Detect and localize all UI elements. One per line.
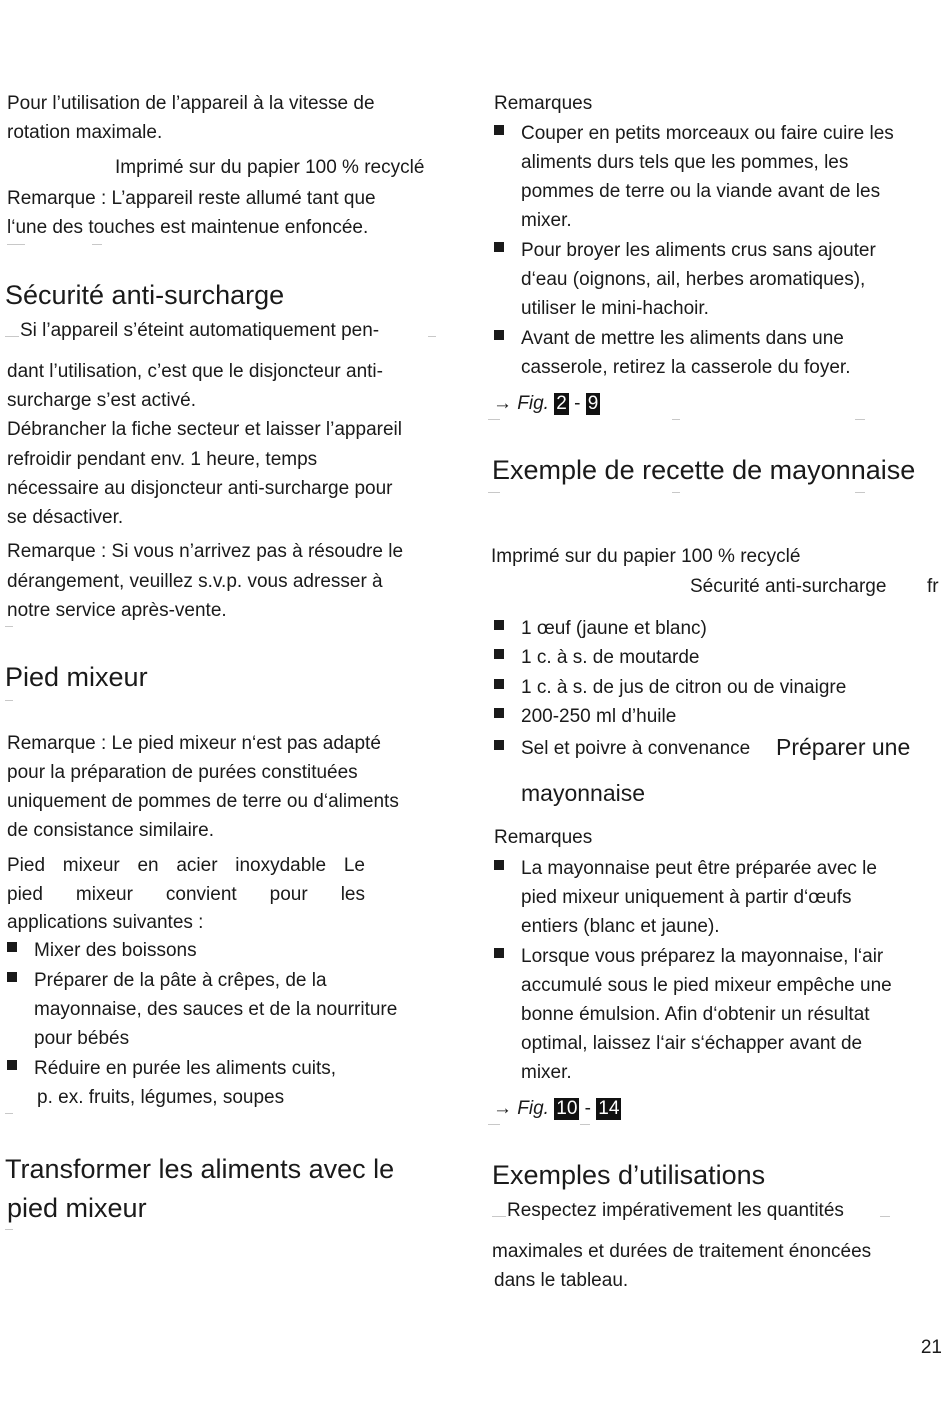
word: convient	[165, 884, 237, 905]
bullet-icon	[494, 125, 504, 135]
overload-body-2: surcharge s’est activé.	[7, 390, 197, 411]
recycled-note-right: Imprimé sur du papier 100 % recyclé	[491, 546, 801, 567]
word: mixeur	[75, 884, 133, 905]
note-1-line-2: l‘une des touches est maintenue enfoncée.	[7, 217, 369, 238]
use-item-3: Réduire en purée les aliments cuits,	[34, 1058, 337, 1079]
overload-body-6: se désactiver.	[7, 507, 124, 528]
page-number: 21	[920, 1337, 942, 1358]
overload-body-3: Débrancher la fiche secteur et laisser l’appareil	[7, 419, 402, 440]
bullet-icon	[494, 649, 504, 659]
ingredient-5: Sel et poivre à convenance	[521, 738, 751, 759]
remark-2-line-1: Pour broyer les aliments crus sans ajouter	[521, 240, 876, 261]
fig-number-start: 10	[556, 1098, 578, 1119]
ingredient-1: 1 œuf (jaune et blanc)	[521, 618, 707, 639]
blender-note-2: pour la préparation de purées constituées	[7, 762, 358, 783]
steel-line-2	[7, 880, 365, 909]
use-item-3-tail: p. ex. fruits, légumes, soupes	[37, 1087, 285, 1108]
intro-line-1: Pour l’utilisation de l’appareil à la vitesse de	[7, 93, 375, 114]
divider	[5, 626, 13, 627]
divider	[7, 244, 25, 245]
word: en	[137, 855, 159, 876]
overload-body-4: refroidir pendant env. 1 heure, temps	[7, 449, 318, 470]
use-item-2-line-2: mayonnaise, des sauces et de la nourriture	[34, 999, 398, 1020]
use-item-1: Mixer des boissons	[34, 940, 197, 961]
bullet-icon	[7, 972, 17, 982]
uses-body-1: maximales et durées de traitement énoncées	[492, 1241, 872, 1262]
word: pied	[7, 884, 43, 905]
remarks-label-1: Remarques	[494, 93, 593, 114]
remark-1-line-1: Couper en petits morceaux ou faire cuire les	[521, 123, 894, 144]
remark-5-line-2: accumulé sous le pied mixeur empêche une	[521, 975, 892, 996]
fig-number-end: 9	[587, 393, 599, 414]
section-title-transform-2: pied mixeur	[7, 1193, 147, 1223]
ingredient-4: 200-250 ml d’huile	[521, 706, 677, 727]
overload-body-1: dant l’utilisation, c’est que le disjoncteur anti-	[7, 361, 383, 382]
remark-1-line-4: mixer.	[521, 210, 572, 231]
word: pour	[269, 884, 308, 905]
divider	[672, 419, 680, 420]
remarks-label-2: Remarques	[494, 827, 593, 848]
bullet-icon	[494, 620, 504, 630]
divider	[5, 336, 19, 337]
uses-lead: Respectez impérativement les quantités	[507, 1200, 844, 1221]
remark-1-line-3: pommes de terre ou la viande avant de les	[521, 181, 881, 202]
divider	[880, 1216, 890, 1217]
overload-note-3: notre service après-vente.	[7, 600, 227, 621]
divider	[428, 336, 436, 337]
blender-note-3: uniquement de pommes de terre ou d‘aliments	[7, 791, 399, 812]
divider	[92, 244, 102, 245]
fig-separator: -	[574, 393, 581, 414]
word: acier	[176, 855, 218, 876]
blender-note-1: Remarque : Le pied mixeur n‘est pas adapté	[7, 733, 381, 754]
subsection-title-prepare-1: Préparer une	[776, 734, 911, 760]
divider	[855, 492, 865, 493]
remark-1-line-2: aliments durs tels que les pommes, les	[521, 152, 849, 173]
figure-ref-1	[493, 389, 600, 418]
blender-note-4: de consistance similaire.	[7, 820, 214, 841]
word: Le	[343, 855, 365, 876]
bullet-icon	[494, 860, 504, 870]
use-item-2-line-3: pour bébés	[34, 1028, 130, 1049]
fig-number-end: 14	[598, 1098, 620, 1119]
bullet-icon	[7, 1060, 17, 1070]
remark-2-line-2: d‘eau (oignons, ail, herbes aromatiques),	[521, 269, 866, 290]
divider	[5, 700, 13, 701]
divider	[5, 1113, 13, 1114]
use-item-2-line-1: Préparer de la pâte à crêpes, de la	[34, 970, 327, 991]
steel-line-1	[7, 851, 365, 880]
word: les	[340, 884, 365, 905]
ingredient-2: 1 c. à s. de moutarde	[521, 647, 700, 668]
section-title-recipe: Exemple de recette de mayonnaise	[492, 455, 916, 485]
running-head: Sécurité anti-surcharge	[690, 576, 887, 597]
remark-3-line-1: Avant de mettre les aliments dans une	[521, 328, 844, 349]
divider	[488, 1124, 500, 1125]
fig-number-start: 2	[556, 393, 567, 414]
divider	[855, 419, 865, 420]
section-title-transform-1: Transformer les aliments avec le	[5, 1154, 395, 1184]
bullet-icon	[494, 679, 504, 689]
recycled-note: Imprimé sur du papier 100 % recyclé	[115, 157, 425, 178]
bullet-icon	[494, 708, 504, 718]
word: inoxydable	[235, 855, 327, 876]
remark-4-line-3: entiers (blanc et jaune).	[521, 916, 720, 937]
arrow-right-icon: →	[493, 1098, 512, 1119]
divider	[5, 1229, 13, 1230]
remark-5-line-1: Lorsque vous préparez la mayonnaise, l‘air	[521, 946, 884, 967]
ingredient-3: 1 c. à s. de jus de citron ou de vinaigre	[521, 677, 847, 698]
remark-5-line-5: mixer.	[521, 1062, 572, 1083]
uses-body-2: dans le tableau.	[494, 1270, 629, 1291]
intro-line-2: rotation maximale.	[7, 122, 163, 143]
remark-5-line-3: bonne émulsion. Afin d‘obtenir un résultat	[521, 1004, 870, 1025]
bullet-icon	[494, 948, 504, 958]
fig-label: Fig.	[517, 1098, 549, 1119]
section-title-overload: Sécurité anti-surcharge	[5, 280, 285, 310]
divider	[672, 492, 680, 493]
section-title-uses: Exemples d’utilisations	[492, 1160, 766, 1190]
overload-lead: Si l’appareil s’éteint automatiquement pen-	[20, 320, 380, 341]
divider	[492, 1216, 506, 1217]
divider	[580, 1124, 590, 1125]
section-title-blender: Pied mixeur	[5, 662, 148, 692]
divider	[488, 492, 500, 493]
word: Pied	[7, 855, 46, 876]
overload-note-2: dérangement, veuillez s.v.p. vous adresser à	[7, 571, 383, 592]
remark-2-line-3: utiliser le mini-hachoir.	[521, 298, 709, 319]
figure-ref-2	[493, 1094, 621, 1123]
steel-line-3: applications suivantes :	[7, 912, 204, 933]
fig-separator: -	[584, 1098, 591, 1119]
overload-body-5: nécessaire au disjoncteur anti-surcharge pour	[7, 478, 393, 499]
bullet-icon	[7, 942, 17, 952]
overload-note-1: Remarque : Si vous n’arrivez pas à résoudre le	[7, 541, 404, 562]
divider	[488, 419, 500, 420]
fig-label: Fig.	[517, 393, 549, 414]
remark-5-line-4: optimal, laissez l‘air s‘échapper avant de	[521, 1033, 863, 1054]
remark-4-line-1: La mayonnaise peut être préparée avec le	[521, 858, 877, 879]
bullet-icon	[494, 330, 504, 340]
bullet-icon	[494, 740, 504, 750]
bullet-icon	[494, 242, 504, 252]
arrow-right-icon: →	[493, 393, 512, 414]
note-1-line-1: Remarque : L’appareil reste allumé tant que	[7, 188, 376, 209]
remark-4-line-2: pied mixeur uniquement à partir d‘œufs	[521, 887, 852, 908]
word: mixeur	[62, 855, 120, 876]
remark-3-line-2: casserole, retirez la casserole du foyer.	[521, 357, 851, 378]
language-tag: fr	[927, 576, 939, 597]
subsection-title-prepare-2: mayonnaise	[521, 780, 646, 806]
